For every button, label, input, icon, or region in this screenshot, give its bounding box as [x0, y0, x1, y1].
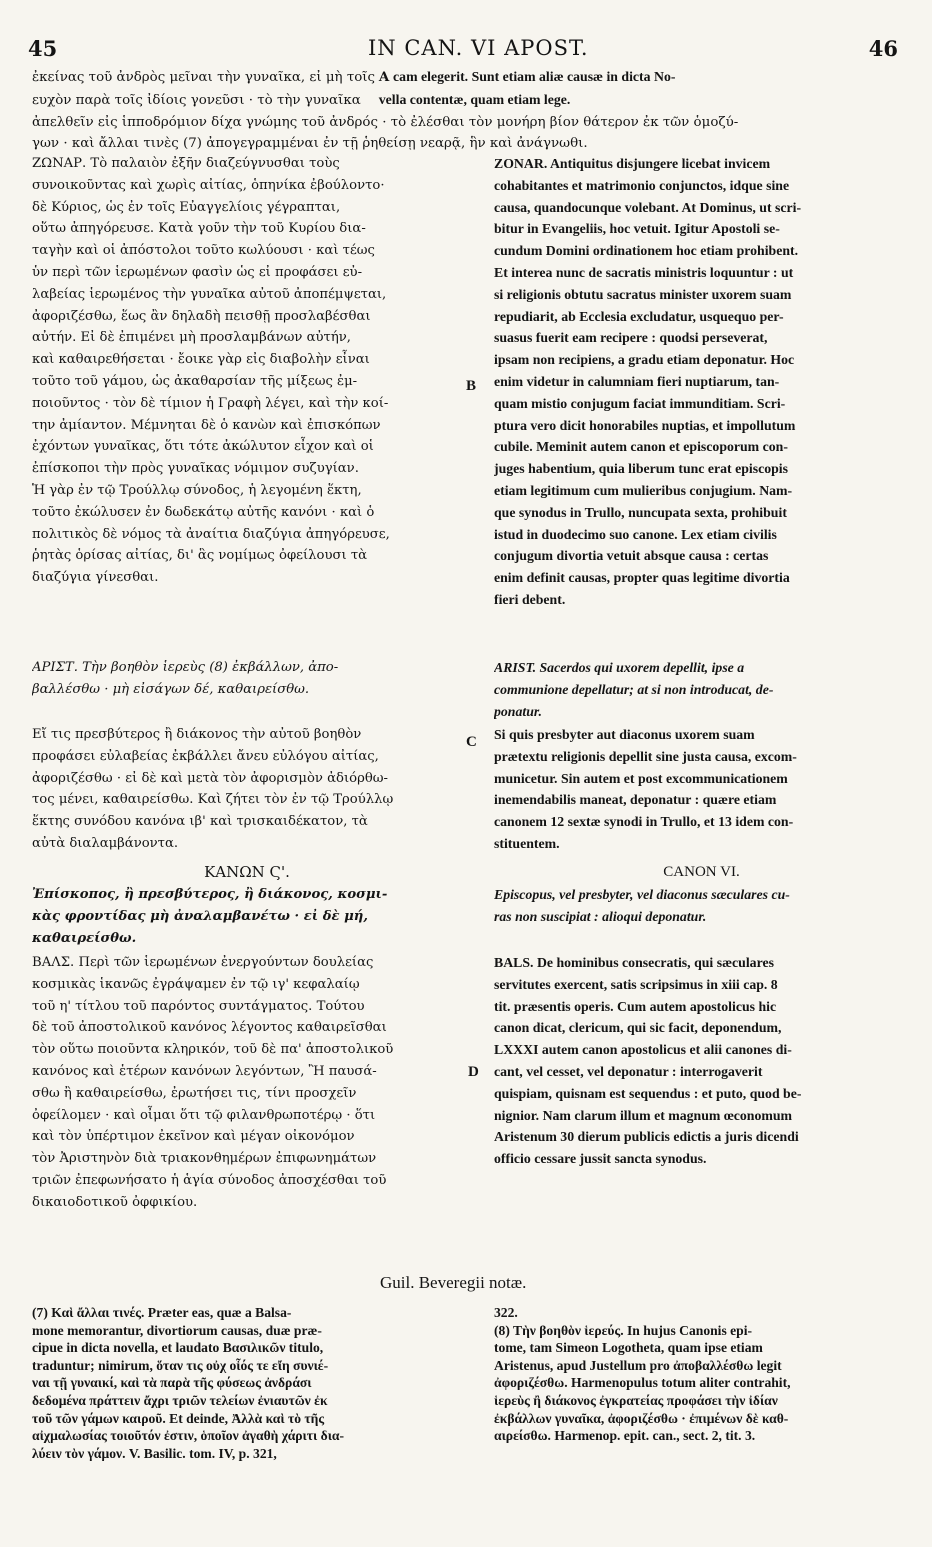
- text-line: τος μένει, καθαιρείσθω. Καὶ ζήτει τὸν ἐν τῷ Τρούλλῳ: [32, 792, 394, 808]
- top-line: ἀπελθεῖν εἰς ἱπποδρόμιον δίχα γνώμης τοῦ ἀνδρός · τὸ ἐλέσθαι τὸν μονήρη βίον θάτερον ἐκ τῶν ὁμοζύ-: [32, 114, 739, 130]
- text-line: δὲ Κύριος, ὡς ἐν τοῖς Εὐαγγελίοις γέγραπται,: [32, 199, 341, 215]
- text-line: καὶ τὸν ὑπέρτιμον ἐκεῖνον καὶ μέγαν οἰκονόμον: [32, 1129, 355, 1145]
- text-line: πολιτικὸς δὲ νόμος τὰ ἀναίτια διαζύγια ἀπηγόρευσε,: [32, 526, 390, 542]
- canon-text-latin: [494, 884, 909, 928]
- text-line: ἀφοριζέσθω · εἰ δὲ καὶ μετὰ τὸν ἀφορισμὸν ἀδιόρθω-: [32, 770, 388, 786]
- note-line: ἐκβάλλων γυναῖκα, ἀφοριζέσθω · ἐπιμένων δὲ καθ-: [494, 1410, 789, 1426]
- note-line: Aristenus, apud Justellum pro ἀποβαλλέσθω legit: [494, 1357, 782, 1373]
- text-line: bitur in Evangeliis, hoc vetuit. Igitur Apostoli se-: [494, 221, 780, 237]
- text-line: etiam legitimum cum mulieribus conjugium. Nam-: [494, 482, 793, 498]
- text-line: Ἐπίσκοπος, ἢ πρεσβύτερος, ἢ διάκονος, κοσμι-: [32, 887, 388, 902]
- text-line: δὲ τοῦ ἀποστολικοῦ κανόνος λέγοντος καθαιρεῖσθαι: [32, 1020, 387, 1036]
- top-line: ευχὸν παρὰ τοῖς ἰδίοις γονεῦσι · τὸ τὴν γυναῖκα vella contentæ, quam etiam lege.: [32, 91, 571, 108]
- text-line: Episcopus, vel presbyter, vel diaconus sæculares cu-: [494, 887, 790, 902]
- text-line: prætextu religionis depellit sine justa causa, excom-: [494, 748, 797, 764]
- note-line: (8) Τὴν βοηθὸν ἱερεύς. In hujus Canonis epi-: [494, 1322, 753, 1338]
- aristenus-epitome-latin: [494, 657, 909, 722]
- aristenus-comment-greek: [32, 724, 462, 855]
- text-line: cubile. Meminit autem canon et episcoporum con-: [494, 439, 788, 455]
- text-line: cant, vel cesset, vel deponatur : interrogaverit: [494, 1063, 763, 1079]
- text-line: ZONAR. Antiquitus disjungere licebat invicem: [494, 156, 771, 171]
- text-line: enim definit causas, propter quas legitime divortia: [494, 570, 790, 586]
- text-line: ΒΑΛΣ. Περὶ τῶν ἱερωμένων ἐνεργούντων δουλείας: [32, 955, 374, 970]
- running-header: [28, 36, 898, 66]
- text-line: ptura vero dicit honorabiles nuptias, et impollutum: [494, 417, 796, 433]
- text-line: servitutes exercent, satis scripsimus in xiii cap. 8: [494, 976, 778, 992]
- text-line: cundum Domini ordinationem hoc etiam prohibent.: [494, 243, 799, 259]
- text-line: repudiarit, ab Ecclesia excludatur, usquequo per-: [494, 308, 784, 324]
- note-line: ναι τῇ γυναικί, καὶ τὰ παρὰ τῆς φύσεως ἀνδράσι: [32, 1375, 312, 1391]
- text-line: conjugum divortia vetuit absque causa : certas: [494, 548, 769, 564]
- text-line: istud in duodecimo suo canone. Lex etiam civilis: [494, 526, 777, 542]
- text-line: stituentem.: [494, 835, 560, 851]
- text-line: κανόνος καὶ ἑτέρων κανόνων λεγόντων, Ἢ παυσά-: [32, 1063, 377, 1079]
- text-line: nignior. Nam clarum illum et magnum œconomum: [494, 1107, 793, 1123]
- text-line: ἀφοριζέσθω, ἕως ἂν δηλαδὴ πεισθῇ προσλαβέσθαι: [32, 308, 371, 324]
- text-line: συνοικοῦντας καὶ χωρὶς αἰτίας, ὁπηνίκα ἐβούλοντο·: [32, 177, 385, 193]
- canon-heading-latin: CANON VI.: [663, 864, 740, 880]
- text-line: causa, quandocunque volebant. At Dominus, ut scri-: [494, 199, 802, 215]
- text-line: τοῦτο ἐκώλυσεν ἐν δωδεκάτῳ αὐτῆς κανόνι · καὶ ὁ: [32, 504, 375, 520]
- note-line: tome, tam Simeon Logotheta, quam ipse etiam: [494, 1340, 763, 1356]
- text-line: αὐτήν. Εἰ δὲ ἐπιμένει μὴ προσλαμβάνων αὐτήν,: [32, 330, 351, 346]
- note-line: τοῦ τῶν γάμων καιροῦ. Et deinde, Ἀλλὰ καὶ τὸ τῆς: [32, 1410, 325, 1426]
- text-line: καὶ καθαιρεθήσεται · ἔοικε γὰρ εἰς διαβολὴν εἶναι: [32, 352, 370, 368]
- text-line: διαζύγια γίνεσθαι.: [32, 570, 159, 586]
- running-title: IN CAN. VI APOST.: [368, 36, 589, 60]
- note-line: mone memorantur, divortiorum causas, duæ præ-: [32, 1322, 322, 1338]
- text-line: ἕκτης συνόδου κανόνα ιβ' καὶ τρισκαιδέκατον, τὰ: [32, 814, 368, 830]
- text-line: τοῦ η' τίτλου τοῦ παρόντος συντάγματος. Τούτου: [32, 998, 365, 1014]
- aristenus-epitome-greek: [32, 657, 462, 701]
- text-line: LXXXI autem canon apostolicus et alii canones di-: [494, 1042, 792, 1058]
- note-line: λύειν τὸν γάμον. V. Basilic. tom. IV, p. 321,: [32, 1445, 277, 1461]
- text-line: ταγὴν καὶ οἱ ἀπόστολοι τοῦτο κωλύουσι · καὶ τέως: [32, 243, 375, 259]
- top-line: ἐκείνας τοῦ ἀνδρὸς μεῖναι τὴν γυναῖκα, εἰ μὴ τοῖς A cam elegerit. Sunt etiam aliæ causæ in dicta No-: [32, 69, 676, 85]
- top-carryover: [32, 66, 902, 155]
- text-line: enim videtur in calumniam fieri nuptiarum, tan-: [494, 373, 780, 389]
- text-line: canonem 12 sextæ synodi in Trullo, et 13 idem con-: [494, 814, 794, 830]
- notes-left: [32, 1304, 472, 1462]
- note-line: 322.: [494, 1305, 518, 1320]
- text-line: ΖΩΝΑΡ. Τὸ παλαιὸν ἐξῆν διαζεύγνυσθαι τοὺς: [32, 156, 340, 171]
- text-line: communione depellatur; at si non introducat, de-: [494, 681, 774, 697]
- text-line: cohabitantes et matrimonio conjunctos, idque sine: [494, 177, 790, 193]
- note-line: (7) Καὶ ἄλλαι τινές. Præter eas, quæ a Balsa-: [32, 1305, 292, 1320]
- note-line: cipue in dicta novella, et laudato Βασιλικῶν titulo,: [32, 1340, 324, 1356]
- top-line: γων · καὶ ἄλλαι τινὲς (7) ἀπογεγραμμέναι ἐν τῇ ῥηθείσῃ νεαρᾷ, ἣν καὶ ἀνάγνωθι.: [32, 136, 588, 152]
- aristenus-comment-latin: [494, 724, 909, 855]
- text-line: βαλλέσθω · μὴ εἰσάγων δέ, καθαιρείσθω.: [32, 681, 310, 697]
- text-line: quam mistio conjugum faciat immunditiam. Scri-: [494, 395, 786, 411]
- zonaras-greek: [32, 153, 462, 589]
- text-line: οὕτω ἀπηγόρευσε. Κατὰ γοῦν τὴν τοῦ Κυρίου δια-: [32, 221, 366, 237]
- text-line: Et interea nunc de sacratis ministris loquuntur : ut: [494, 264, 794, 280]
- text-line: ponatur.: [494, 703, 542, 719]
- text-line: canon dicat, clericum, qui sic facit, deponendum,: [494, 1020, 782, 1036]
- text-line: suasus fuerit eam recipere : quodsi perseverat,: [494, 330, 768, 346]
- text-line: ὑν περὶ τῶν ἱερωμένων φασὶν ὡς εἰ προφάσει εὐ-: [32, 264, 363, 280]
- text-line: ras non suscipiat : alioqui deponatur.: [494, 908, 707, 924]
- text-line: Aristenum 30 dierum publicis edictis a juris dicendi: [494, 1129, 799, 1145]
- text-line: que synodus in Trullo, nuncupata sexta, prohibuit: [494, 504, 787, 520]
- text-line: municetur. Sin autem et post excommunicationem: [494, 770, 788, 786]
- note-line: αἰχμαλωσίας τοιοῦτόν ἐστιν, ὁποῖον ἀγαθὴ χάριτι δια-: [32, 1428, 345, 1444]
- note-line: ἀφοριζέσθω. Harmenopulus totum aliter contrahit,: [494, 1375, 791, 1391]
- note-line: ἱερεὺς ἢ διάκονος ἐγκρατείας προφάσει τὴν ἰδίαν: [494, 1392, 778, 1408]
- text-line: juges habentium, quia liberum tunc erat episcopis: [494, 461, 788, 477]
- text-line: officio cessare jussit sancta synodus.: [494, 1151, 707, 1167]
- balsamon-latin: [494, 952, 909, 1170]
- text-line: τὸν Ἀριστηνὸν διὰ τριακονθημέρων ἐπιφωνημάτων: [32, 1151, 377, 1167]
- notes-right: [494, 1304, 904, 1445]
- margin-marker-d: D: [468, 1064, 479, 1080]
- text-line: Εἴ τις πρεσβύτερος ἢ διάκονος τὴν αὐτοῦ βοηθὸν: [32, 727, 362, 742]
- canon-text-greek: [32, 884, 462, 949]
- text-line: δικαιοδοτικοῦ ὀφφικίου.: [32, 1194, 198, 1210]
- text-line: αὐτὰ διαλαμβάνοντα.: [32, 835, 179, 851]
- text-line: inemendabilis maneat, deponatur : quære etiam: [494, 792, 777, 808]
- text-line: σθω ἢ καθαιρείσθω, ἐρωτήσει τις, τίνι προσχεῖν: [32, 1085, 357, 1101]
- text-line: fieri debent.: [494, 591, 566, 607]
- note-line: traduntur; nimirum, ὅταν τις οὐχ οἷός τε εἴη συνιέ-: [32, 1357, 329, 1373]
- text-line: ῥητὰς ὁρίσας αἰτίας, δι' ἃς νομίμως ὀφείλουσι τὰ: [32, 548, 368, 564]
- text-line: Si quis presbyter aut diaconus uxorem suam: [494, 727, 755, 742]
- text-line: κοσμικὰς ἱκανῶς ἐγράψαμεν ἐν τῷ ιγ' κεφαλαίῳ: [32, 976, 360, 992]
- note-line: αιρείσθω. Harmenop. epit. can., sect. 2, tit. 3.: [494, 1428, 756, 1444]
- balsamon-greek: [32, 952, 462, 1214]
- text-line: προφάσει εὐλαβείας ἐκβάλλει ἄνευ εὐλόγου αἰτίας,: [32, 748, 379, 764]
- text-line: ἐχόντων γυναῖκας, ὅτι τότε ἀκώλυτον εἶχον καὶ οἱ: [32, 439, 374, 455]
- text-line: λαβείας ἱερωμένος τὴν γυναῖκα αὐτοῦ ἀποπέμψεται,: [32, 286, 387, 302]
- text-line: καθαιρείσθω.: [32, 930, 137, 946]
- page-number-right: 46: [868, 36, 898, 61]
- text-line: την ἀμίαντον. Μέμνηται δὲ ὁ κανὼν καὶ ἐπισκόπων: [32, 417, 381, 433]
- text-line: ἐπίσκοποι τὴν πρὸς γυναῖκας νόμιμον συζυγίαν.: [32, 461, 359, 477]
- text-line: ipsam non recipiens, a gradu etiam deponatur. Hoc: [494, 352, 795, 368]
- page-number-left: 45: [28, 36, 58, 61]
- text-line: τριῶν ἐπεφωνήσατο ἡ ἁγία σύνοδος ἀποσχέσθαι τοῦ: [32, 1172, 387, 1188]
- text-line: ποιοῦντος · τὸν δὲ τίμιον ἡ Γραφὴ λέγει, καὶ τὴν κοί-: [32, 395, 389, 411]
- text-line: τοῦτο τοῦ γάμου, ὡς ἀκαθαρσίαν τῆς μίξεως ἐμ-: [32, 373, 358, 389]
- text-line: ΑΡΙΣΤ. Τὴν βοηθὸν ἱερεὺς (8) ἐκβάλλων, ἀπο-: [32, 660, 339, 675]
- text-line: ὀφείλομεν · καὶ οἶμαι ὅτι τῷ φιλανθρωποτέρῳ · ὅτι: [32, 1107, 376, 1123]
- text-line: κὰς φροντίδας μὴ ἀναλαμβανέτω · εἰ δὲ μή,: [32, 908, 368, 924]
- text-line: ARIST. Sacerdos qui uxorem depellit, ipse a: [494, 660, 745, 675]
- text-line: quispiam, quisnam est sequendus : et puto, quod be-: [494, 1085, 802, 1101]
- text-line: si religionis obtutu sacratus minister uxorem suam: [494, 286, 792, 302]
- text-line: τὸν οὕτω ποιοῦντα κληρικόν, τοῦ δὲ πα' ἀποστολικοῦ: [32, 1042, 394, 1058]
- note-line: δεδομένα πράττειν ἄχρι τριῶν τελείων ἐνιαυτῶν ἐκ: [32, 1392, 328, 1408]
- margin-marker-b: B: [466, 378, 477, 394]
- text-line: Ἡ γὰρ ἐν τῷ Τρούλλῳ σύνοδος, ἡ λεγομένη ἕκτη,: [32, 482, 362, 498]
- text-line: BALS. De hominibus consecratis, qui sæculares: [494, 955, 774, 970]
- notes-title: Guil. Beveregii notæ.: [380, 1273, 527, 1292]
- canon-heading-greek: ΚΑΝΩΝ Ϛ'.: [204, 863, 290, 881]
- zonaras-latin: [494, 153, 909, 611]
- text-line: tit. præsentis operis. Cum autem apostolicus hic: [494, 998, 777, 1014]
- margin-marker-c: C: [466, 734, 477, 750]
